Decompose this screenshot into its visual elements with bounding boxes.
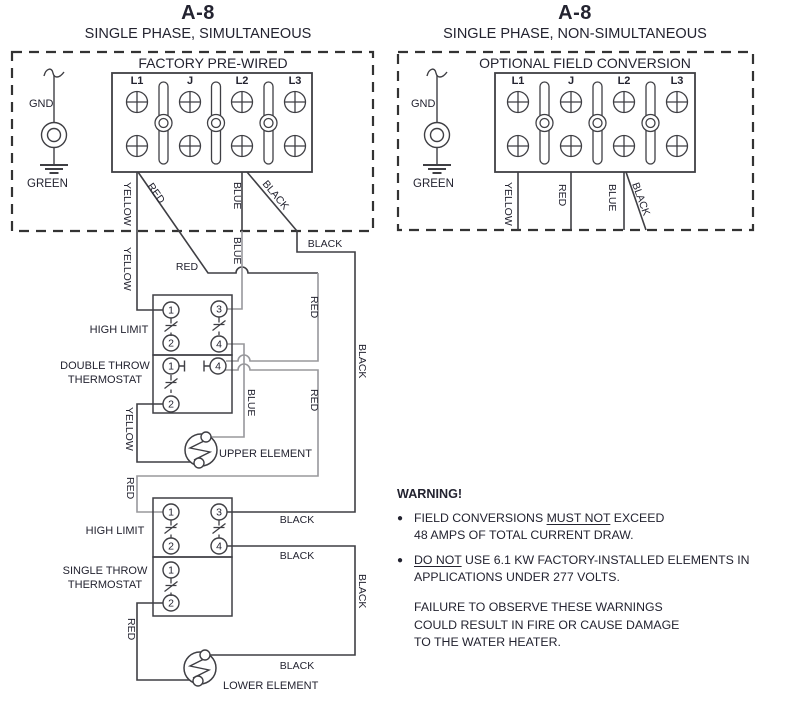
terminal-number: 2 (168, 540, 174, 553)
wire-label-yellow: YELLOW (121, 247, 133, 291)
screw-icon (667, 136, 688, 157)
warning-bullet-2-text (414, 552, 750, 586)
element-terminal (194, 458, 204, 468)
left-terminal-l2: L2 (235, 75, 249, 87)
right-diagram-subtitle: SINGLE PHASE, NON-SIMULTANEOUS (443, 26, 707, 42)
screw-icon (561, 136, 582, 157)
left-gnd-label: GND (29, 98, 54, 110)
terminal-number: 4 (216, 338, 222, 351)
single-throw-terminals (163, 562, 179, 611)
left-terminal-l1: L1 (130, 75, 144, 87)
element-terminal (200, 650, 210, 660)
switch-break-icon (165, 520, 178, 538)
switch-break-icon (165, 375, 178, 393)
element-terminal (201, 432, 211, 442)
left-diagram-title: A-8 (181, 2, 215, 24)
ground-icon (40, 69, 68, 173)
terminal-number: 3 (216, 506, 222, 519)
warning-bullet-1 (397, 510, 809, 544)
warning-text-underlined: DO NOT (414, 553, 462, 567)
double-throw-terminals (163, 358, 226, 412)
terminal-number: 3 (216, 303, 222, 316)
lower-high-limit-label: HIGH LIMIT (85, 525, 145, 537)
screw-icon (127, 136, 148, 157)
wire-label-red: RED (175, 261, 199, 273)
switch-break-icon (213, 520, 226, 538)
screw-icon (180, 136, 201, 157)
bullet-icon: ● (397, 555, 404, 566)
wire-label-black: BLACK (356, 574, 368, 609)
screw-icon (667, 92, 688, 113)
ground-icon (423, 69, 451, 173)
terminal-number: 2 (168, 597, 174, 610)
wire-red-thermostat4-to-lower-highlimit1 (137, 364, 318, 512)
wire-label-black: BLACK (629, 180, 653, 218)
right-terminal-j: J (567, 75, 575, 87)
screw-icon (508, 136, 529, 157)
terminal-number: 2 (168, 337, 174, 350)
left-terminal-l3: L3 (288, 75, 302, 87)
wire-label-red: RED (144, 180, 168, 206)
wire-label-red: RED (125, 618, 137, 641)
terminal-number: 4 (215, 360, 221, 373)
right-green-label: GREEN (413, 178, 454, 190)
warning-text: 48 AMPS OF TOTAL CURRENT DRAW. (414, 528, 634, 542)
screw-icon (614, 92, 635, 113)
screw-icon (127, 92, 148, 113)
screw-icon (285, 92, 306, 113)
wire-label-black: BLACK (259, 178, 292, 213)
warning-text: TO THE WATER HEATER. (414, 635, 561, 649)
wire-label-yellow: YELLOW (123, 407, 135, 451)
component-labels (60, 324, 318, 692)
wire-label-red: RED (308, 296, 320, 319)
terminal-number: 1 (168, 564, 174, 577)
warning-text: FIELD CONVERSIONS (414, 511, 547, 525)
warning-heading: WARNING! (397, 487, 463, 501)
switch-break-icon (165, 318, 178, 336)
bullet-icon: ● (397, 513, 404, 524)
warning-text-underlined: MUST NOT (546, 511, 611, 525)
warning-text: EXCEED (610, 511, 665, 525)
wire-label-black: BLACK (307, 238, 343, 250)
wire-label-black: BLACK (356, 344, 368, 379)
terminal-number: 1 (168, 506, 174, 519)
wire-label-blue: BLUE (245, 389, 257, 417)
right-terminal-l2: L2 (617, 75, 631, 87)
single-throw-label-line1: SINGLE THROW (62, 565, 148, 577)
left-green-label: GREEN (27, 178, 68, 190)
screw-icon (508, 92, 529, 113)
contact-gap-icon (179, 361, 210, 372)
screw-icon (285, 136, 306, 157)
lower-high-limit-terminals (163, 504, 227, 554)
wire-label-blue: BLUE (231, 237, 243, 265)
warning-text: APPLICATIONS UNDER 277 VOLTS. (414, 570, 620, 584)
warning-block (397, 486, 809, 652)
wire-label-black: BLACK (279, 660, 315, 672)
terminal-number: 2 (168, 398, 174, 411)
terminal-number: 1 (168, 360, 174, 373)
left-diagram-subtitle: SINGLE PHASE, SIMULTANEOUS (84, 26, 312, 42)
screw-icon (614, 136, 635, 157)
wire-label-red: RED (556, 184, 568, 207)
wire-label-yellow: YELLOW (502, 182, 514, 226)
warning-text: USE 6.1 KW FACTORY-INSTALLED ELEMENTS IN (461, 553, 750, 567)
screw-icon (561, 92, 582, 113)
wire-label-black: BLACK (279, 514, 315, 526)
wire-label-red: RED (124, 477, 136, 500)
upper-high-limit-label: HIGH LIMIT (89, 324, 149, 336)
double-throw-label-line1: DOUBLE THROW (60, 360, 150, 372)
right-terminal-l1: L1 (511, 75, 525, 87)
wire-label-blue: BLUE (606, 184, 618, 212)
double-throw-label-line2: THERMOSTAT (67, 374, 143, 386)
right-terminal-l3: L3 (670, 75, 684, 87)
warning-bullet-1-text (414, 510, 664, 544)
terminal-number: 4 (216, 540, 222, 553)
wire-red-to-thermostat4 (226, 273, 318, 361)
screw-icon (232, 136, 253, 157)
switch-break-icon (165, 578, 178, 596)
element-terminal (193, 676, 203, 686)
upper-high-limit-terminals (163, 301, 227, 352)
terminal-number: 1 (168, 304, 174, 317)
wire-label-yellow: YELLOW (121, 182, 133, 226)
factory-prewired-label: FACTORY PRE-WIRED (138, 55, 288, 71)
wire-black-l2-to-lower-highlimit3 (227, 172, 355, 512)
switch-break-icon (213, 317, 226, 335)
warning-bullet-2 (397, 552, 809, 586)
wire-label-red: RED (308, 389, 320, 412)
right-gnd-label: GND (411, 98, 436, 110)
wire-label-black: BLACK (279, 550, 315, 562)
right-wires (518, 172, 646, 230)
wire-red-l1-diagonal (138, 172, 318, 273)
upper-element-label: UPPER ELEMENT (219, 448, 312, 460)
optional-field-conversion-label: OPTIONAL FIELD CONVERSION (479, 55, 691, 71)
warning-paragraph (414, 599, 809, 652)
lower-element-label: LOWER ELEMENT (223, 680, 319, 692)
screw-icon (180, 92, 201, 113)
screw-icon (232, 92, 253, 113)
wire-label-blue: BLUE (231, 182, 243, 210)
warning-text: FAILURE TO OBSERVE THESE WARNINGS (414, 600, 663, 614)
single-throw-label-line2: THERMOSTAT (67, 579, 143, 591)
warning-text: COULD RESULT IN FIRE OR CAUSE DAMAGE (414, 617, 680, 632)
left-terminal-j: J (186, 75, 194, 87)
right-diagram-title: A-8 (558, 2, 592, 24)
